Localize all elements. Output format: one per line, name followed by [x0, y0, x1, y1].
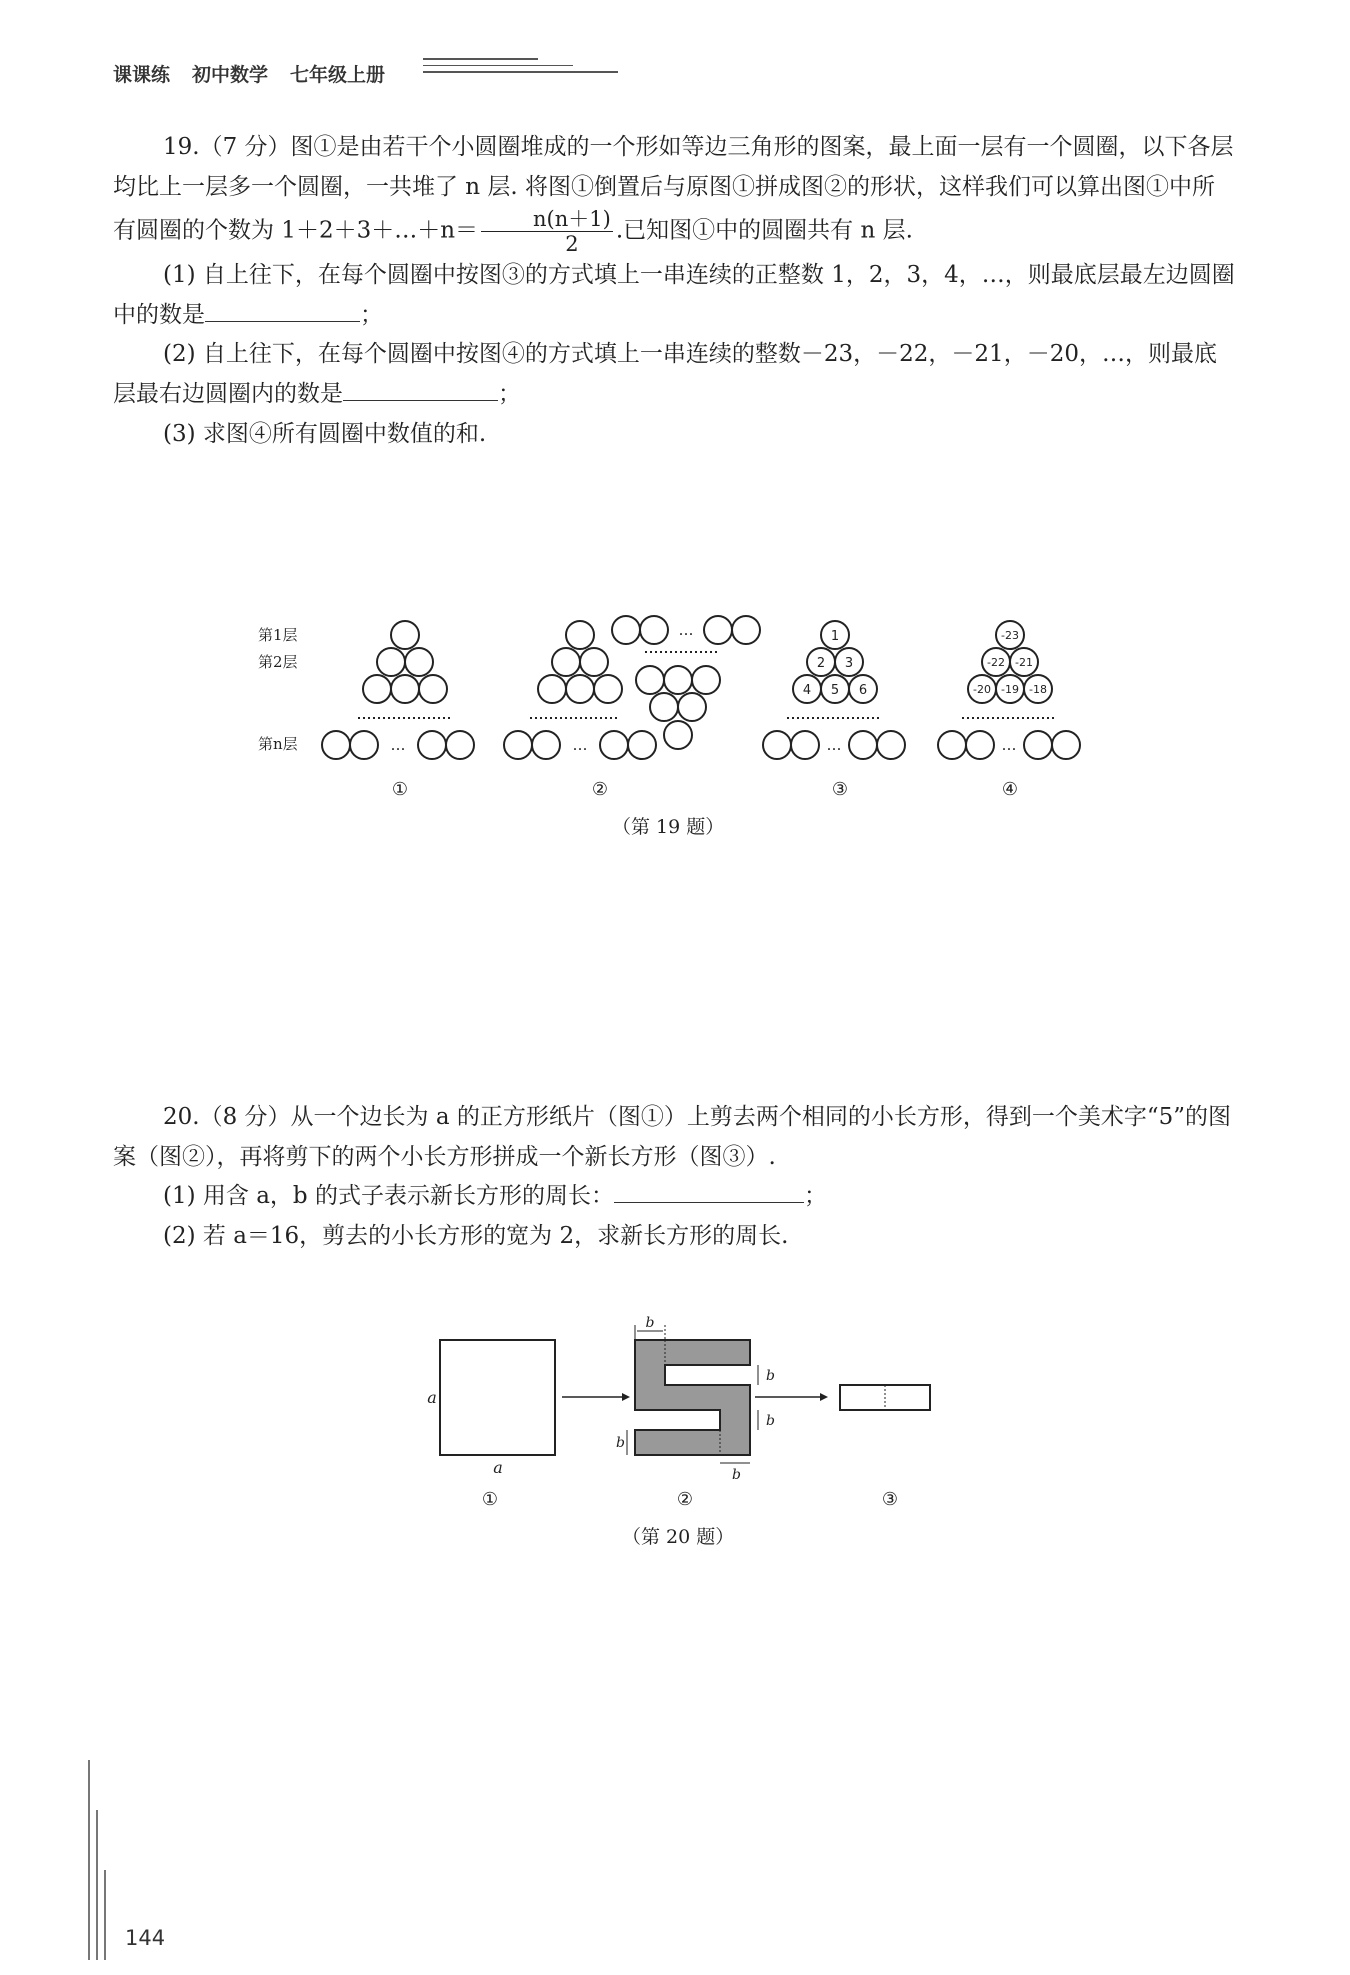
svg-text:b: b: [616, 1435, 625, 1451]
svg-text:b: b: [766, 1368, 775, 1384]
q19-part-2: (2) 自上往下，在每个圆圈中按图④的方式填上一串连续的整数－23，－22，－21，－20，…，则最底层最右边圆圈内的数是 ；: [113, 341, 1217, 408]
running-header: [113, 55, 407, 91]
page-number: 144: [125, 1926, 166, 1950]
svg-text:…: …: [572, 736, 588, 754]
svg-text:b: b: [645, 1315, 655, 1331]
answer-blank-3: [614, 1182, 804, 1203]
fig3-number: 4: [802, 683, 812, 698]
figure-20: [420, 1315, 940, 1515]
fraction: $\frac{n(n+1)}{2}$: [481, 207, 613, 256]
square-shape: [440, 1340, 555, 1455]
svg-text:…: …: [826, 736, 842, 754]
fig20-label-1: ①: [481, 1489, 499, 1510]
five-shape: [635, 1340, 750, 1455]
fig3-number: 2: [816, 656, 826, 671]
figure-19: [250, 605, 1110, 805]
svg-text:…: …: [678, 621, 694, 639]
q20-part-1: (1) 用含 a，b 的式子表示新长方形的周长： ；: [163, 1183, 827, 1210]
svg-text:b: b: [766, 1413, 775, 1429]
figure-19-caption: （第 19 题）: [612, 816, 725, 838]
series-title: 课课练: [113, 63, 171, 86]
fig3-number: 5: [830, 683, 840, 698]
fig3-number: 3: [844, 656, 854, 671]
layer-1-label: 第1层: [258, 626, 298, 644]
fig4-number: -19: [1001, 683, 1019, 696]
svg-text:…: …: [1001, 736, 1017, 754]
fig19-label-1: ①: [391, 779, 409, 800]
q19-part-1: (1) 自上往下，在每个圆圈中按图③的方式填上一串连续的正整数 1，2，3，4，…，则最底层最左边圆圈中的数是 ；: [113, 262, 1235, 328]
answer-blank-1: [205, 301, 360, 322]
fig20-label-2: ②: [676, 1489, 694, 1510]
figure-20-caption: （第 20 题）: [622, 1526, 735, 1548]
q19-part-3: (3) 求图④所有圆圈中数值的和.: [163, 420, 487, 447]
question-20: [113, 1098, 1238, 1256]
fig4-number: -18: [1029, 683, 1047, 696]
fig4-number: -21: [1015, 656, 1033, 669]
subject-title: 初中数学: [192, 63, 269, 86]
fig20-label-3: ③: [881, 1489, 899, 1510]
q20-part-2: (2) 若 a＝16，剪去的小长方形的宽为 2，求新长方形的周长.: [163, 1222, 789, 1249]
svg-text:b: b: [732, 1467, 741, 1483]
q20-stem: 20.（8 分）从一个边长为 a 的正方形纸片（图①）上剪去两个相同的小长方形，得到一个美术字“5”的图案（图②），再将剪下的两个小长方形拼成一个新长方形（图③）.: [113, 1104, 1232, 1170]
fig4-number: -20: [973, 683, 991, 696]
fig19-label-2: ②: [591, 779, 609, 800]
header-rule: [423, 58, 623, 80]
grade-title: 七年级上册: [290, 63, 386, 86]
fig19-label-3: ③: [831, 779, 849, 800]
q19-stem: 19.（7 分）图①是由若干个小圆圈堆成的一个形如等边三角形的图案，最上面一层有一个圆圈，以下各层均比上一层多一个圆圈，一共堆了 n 层. 将图①倒置后与原图①拼成图②的形状，这样我们可以算出图①中所有圆圈的个数为 1＋2＋3＋…＋n＝ $\frac{n(n+1)}{2}$ .已知图①中的圆圈共有 n 层.: [113, 134, 1234, 257]
answer-blank-2: [343, 380, 498, 401]
fig3-number: 6: [858, 683, 868, 698]
question-19: [113, 128, 1238, 454]
fig19-label-4: ④: [1001, 779, 1019, 800]
fig3-number: 1: [830, 629, 840, 644]
svg-text:…: …: [390, 736, 406, 754]
fig4-number: -22: [987, 656, 1005, 669]
fig4-number: -23: [1001, 629, 1019, 642]
svg-text:a: a: [427, 1388, 437, 1407]
layer-n-label: 第n层: [258, 735, 298, 753]
layer-2-label: 第2层: [258, 653, 298, 671]
svg-text:a: a: [493, 1458, 503, 1477]
